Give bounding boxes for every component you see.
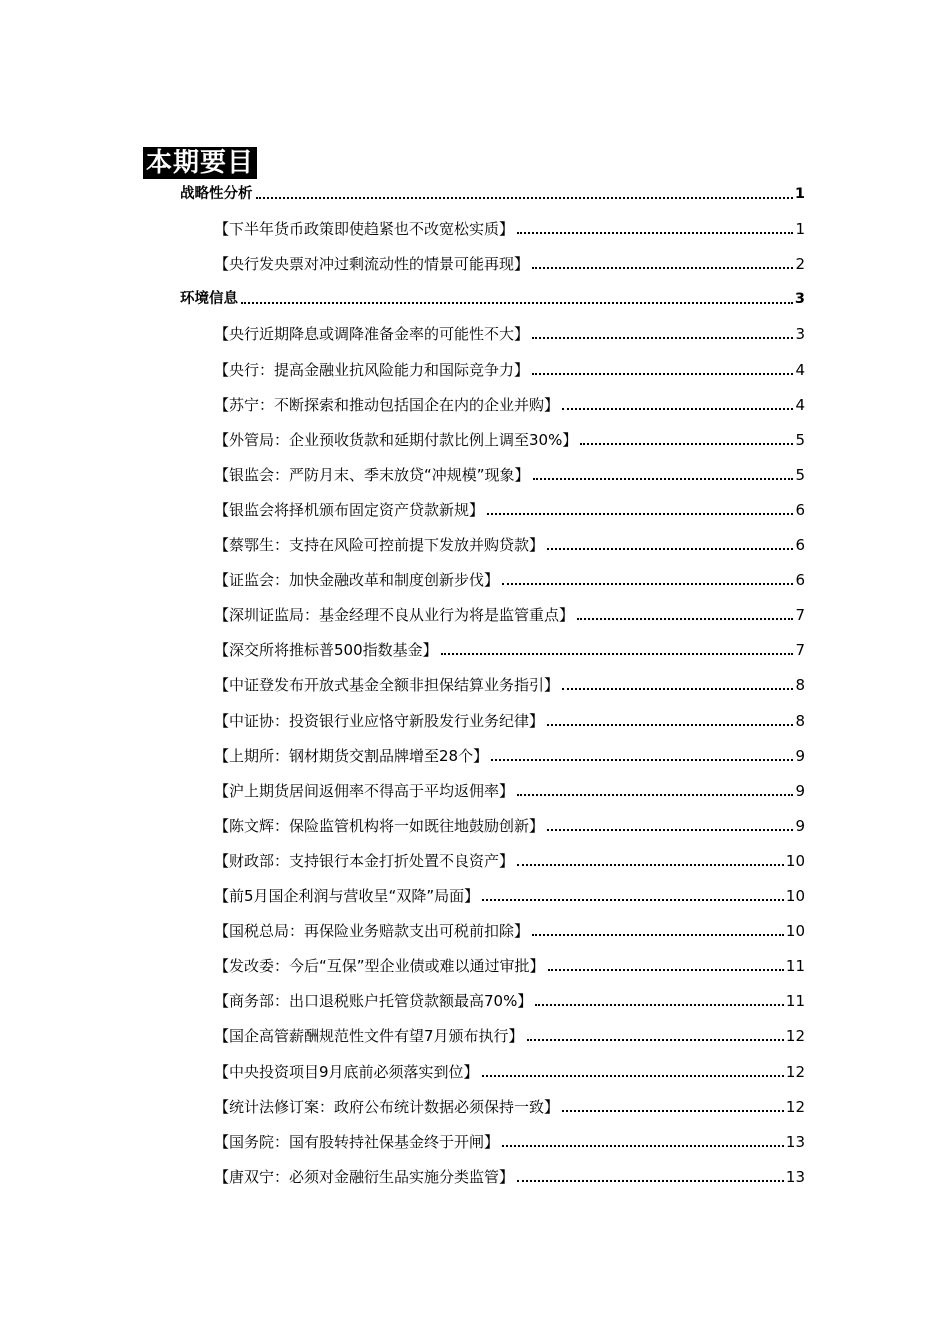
toc-entry-label: 战略性分析 (180, 186, 253, 202)
dot-leader (562, 688, 793, 690)
dot-leader (532, 934, 784, 936)
dot-leader (547, 829, 793, 831)
toc-page-number: 11 (785, 992, 805, 1011)
dot-leader (533, 478, 794, 480)
toc-entry[interactable] (214, 920, 805, 940)
toc-entry[interactable] (214, 464, 805, 484)
toc-entry[interactable] (214, 745, 805, 765)
toc-page-number: 1 (795, 220, 805, 239)
dot-leader (517, 794, 793, 796)
toc-entry-label: 【深交所将推标普500指数基金】 (214, 641, 438, 660)
toc-entry-label: 【下半年货币政策即使趋紧也不改宽松实质】 (214, 220, 515, 239)
toc-entry-label: 【中证登发布开放式基金全额非担保结算业务指引】 (214, 676, 560, 695)
toc-entry-label: 【国企高管薪酬规范性文件有望7月颁布执行】 (214, 1027, 524, 1046)
dot-leader (491, 759, 793, 761)
dot-leader (580, 443, 793, 445)
dot-leader (482, 899, 784, 901)
toc-entry-label: 【国务院：国有股转持社保基金终于开闸】 (214, 1132, 500, 1151)
toc-page-number: 13 (785, 1167, 805, 1186)
dot-leader (532, 337, 793, 339)
toc-entry-label: 【蔡鄂生：支持在风险可控前提下发放并购贷款】 (214, 536, 545, 554)
dot-leader (517, 864, 784, 866)
dot-leader (502, 1145, 784, 1147)
toc-page-number: 3 (794, 291, 805, 308)
dot-leader (487, 513, 793, 515)
toc-entry-label: 【深圳证监局：基金经理不良从业行为将是监管重点】 (214, 606, 575, 625)
toc-entry-label: 【前5月国企利润与营收呈“双降”局面】 (214, 887, 480, 905)
toc-entry[interactable] (214, 1131, 805, 1151)
toc-page-number: 2 (795, 255, 805, 274)
toc-entry[interactable] (214, 1061, 805, 1081)
toc-page-number: 9 (795, 781, 805, 800)
toc-page-number: 3 (795, 325, 805, 344)
toc-entry[interactable] (214, 780, 805, 800)
toc-entry-label: 【银监会：严防月末、季末放贷“冲规模”现象】 (214, 465, 530, 484)
toc-entry-label: 【唐双宁：必须对金融衍生品实施分类监管】 (214, 1167, 515, 1186)
toc-page-number: 8 (795, 676, 805, 695)
toc-page-number: 12 (785, 1027, 805, 1046)
toc-entry[interactable] (214, 499, 805, 519)
toc-entry-label: 【商务部：出口退税账户托管贷款额最高70%】 (214, 992, 533, 1011)
toc-page-number: 4 (795, 395, 805, 414)
toc-entry[interactable] (214, 569, 805, 589)
dot-leader (562, 1110, 784, 1112)
toc-entry[interactable] (214, 850, 805, 870)
page-title: 本期要目 (143, 147, 257, 179)
toc-page-number: 7 (795, 641, 805, 660)
toc-entry[interactable] (214, 323, 805, 343)
toc-page-number: 5 (795, 430, 805, 449)
toc-entry-label: 【央行发央票对冲过剩流动性的情景可能再现】 (214, 255, 530, 274)
toc-entry[interactable] (214, 429, 805, 449)
dot-leader (517, 1180, 784, 1182)
toc-page-number: 13 (785, 1132, 805, 1151)
toc-page-number: 10 (785, 922, 805, 941)
dot-leader (532, 373, 793, 375)
dot-leader (547, 724, 793, 726)
toc-entry[interactable] (214, 639, 805, 659)
toc-page-number: 12 (785, 1062, 805, 1081)
toc-entry[interactable] (214, 990, 805, 1010)
toc-page-number: 9 (795, 746, 805, 765)
toc-page-number: 9 (795, 816, 805, 835)
toc-entry-label: 【央行：提高金融业抗风险能力和国际竞争力】 (214, 360, 530, 379)
toc-page-number: 7 (795, 606, 805, 625)
dot-leader (256, 197, 793, 199)
toc-entry-label: 【上期所：钢材期货交割品牌增至28个】 (214, 746, 489, 765)
toc-entry-label: 【统计法修订案：政府公布统计数据必须保持一致】 (214, 1097, 560, 1116)
toc-entry[interactable] (214, 359, 805, 379)
dot-leader (527, 1039, 784, 1041)
dot-leader (532, 267, 793, 269)
dot-leader (241, 302, 793, 304)
toc-page-number: 4 (795, 360, 805, 379)
toc-entry[interactable] (214, 1166, 805, 1186)
toc-entry[interactable] (214, 1025, 805, 1045)
toc-entry[interactable] (214, 710, 805, 730)
dot-leader (482, 1075, 784, 1077)
toc-entry-label: 【财政部：支持银行本金打折处置不良资产】 (214, 851, 515, 870)
toc-entry[interactable] (214, 885, 805, 905)
toc-page-number: 11 (785, 957, 805, 976)
toc-entry-label: 【证监会：加快金融改革和制度创新步伐】 (214, 571, 500, 590)
toc-entry-label: 【中央投资项目9月底前必须落实到位】 (214, 1062, 479, 1081)
toc-entry[interactable] (214, 955, 805, 975)
toc-entry-label: 【国税总局：再保险业务赔款支出可税前扣除】 (214, 922, 530, 941)
toc-entry[interactable] (214, 253, 805, 273)
dot-leader (577, 618, 793, 620)
toc-entry-label: 【外管局：企业预收货款和延期付款比例上调至30%】 (214, 430, 578, 449)
toc-entry-label: 【中证协：投资银行业应恪守新股发行业务纪律】 (214, 711, 545, 730)
toc-page-number: 6 (795, 500, 805, 519)
toc-page-number: 6 (795, 536, 805, 554)
toc-page-number: 1 (794, 186, 805, 202)
toc-page-number: 12 (785, 1097, 805, 1116)
toc-entry-label: 【陈文辉：保险监管机构将一如既往地鼓励创新】 (214, 816, 545, 835)
toc-section-entry[interactable] (180, 183, 805, 203)
toc-entry-label: 【发改委：今后“互保”型企业债或难以通过审批】 (214, 957, 545, 976)
dot-leader (502, 583, 793, 585)
toc-entry-label: 【沪上期货居间返佣率不得高于平均返佣率】 (214, 781, 515, 800)
dot-leader (535, 1004, 784, 1006)
toc-page-number: 5 (795, 465, 805, 484)
toc-entry[interactable] (214, 394, 805, 414)
dot-leader (562, 408, 793, 410)
toc-page-number: 10 (785, 887, 805, 905)
dot-leader (547, 548, 793, 550)
toc-page-number: 10 (785, 851, 805, 870)
toc-entry-label: 【央行近期降息或调降准备金率的可能性不大】 (214, 325, 530, 344)
toc-section-entry[interactable] (180, 288, 805, 308)
toc-entry[interactable] (214, 1096, 805, 1116)
toc-entry[interactable] (214, 534, 805, 554)
toc-entry-label: 【银监会将择机颁布固定资产贷款新规】 (214, 500, 485, 519)
toc-entry-label: 【苏宁：不断探索和推动包括国企在内的企业并购】 (214, 395, 560, 414)
toc-entry[interactable] (214, 674, 805, 694)
toc-entry[interactable] (214, 218, 805, 238)
dot-leader (517, 232, 793, 234)
dot-leader (548, 969, 784, 971)
toc-entry[interactable] (214, 815, 805, 835)
dot-leader (441, 653, 794, 655)
toc-page-number: 6 (795, 571, 805, 590)
toc-entry[interactable] (214, 604, 805, 624)
toc-entry-label: 环境信息 (180, 291, 238, 308)
toc-page-number: 8 (795, 711, 805, 730)
